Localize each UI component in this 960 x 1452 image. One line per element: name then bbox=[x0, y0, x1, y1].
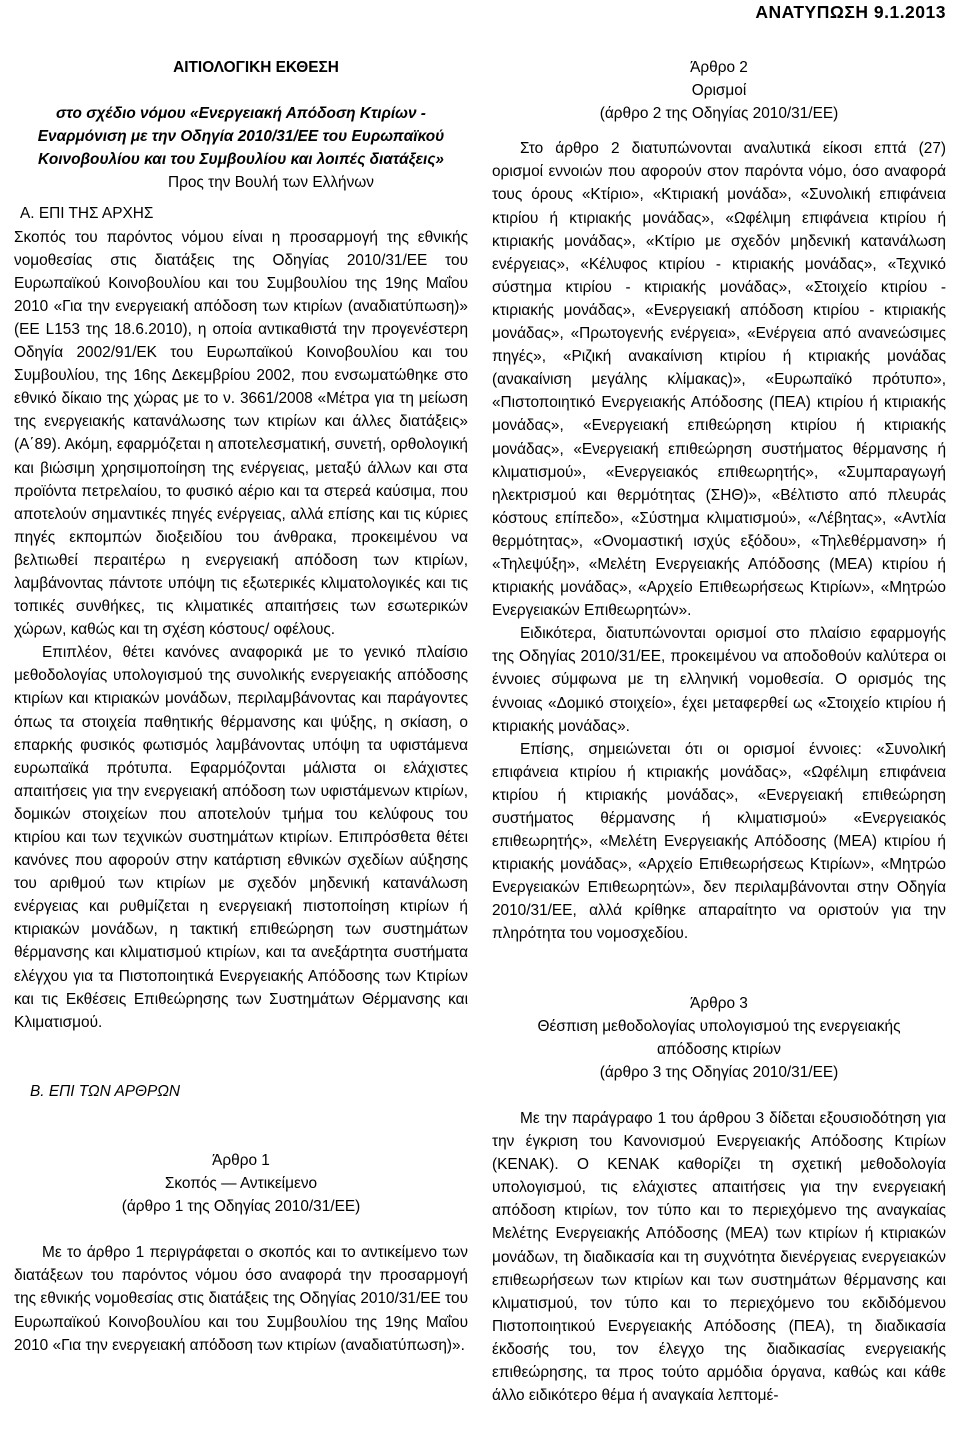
article-2-reference: (άρθρο 2 της Οδηγίας 2010/31/ΕΕ) bbox=[599, 105, 839, 123]
article-2-number: Άρθρο 2 bbox=[690, 59, 748, 76]
article-2-notes: Επίσης, σημειώνεται ότι οι ορισμοί έννοιες: «Συνολική επιφάνεια κτιρίου ή κτιριακής μονάδας», «Ωφέλιμη επιφάνεια κτιρίου ή κτιριακής μονάδας», «Ενεργειακή επιθεώρηση συστήματος θέρμανσης ή κλιματισμού» «Ενεργειακός επιθεωρητής», «Μελέτη Ενεργειακής Απόδοσης (ΜΕΑ) κτιρίου ή κτιριακής μονάδας», «Αρχείο Επιθεωρήσεως Κτιρίων», «Μητρώο Ενεργειακών Επιθεωρητών», δεν περιλαμβάνονται στην Οδηγία 2010/31/ΕΕ, αλλά κρίθηκε απαραίτητο να οριστούν για την πληρότητα του νομοσχεδίου. bbox=[492, 740, 946, 943]
paragraph-additional: Επιπλέον, θέτει κανόνες αναφορικά με το γενικό πλαίσιο μεθοδολογίας υπολογισμού της συνολικής ενεργειακής απόδοσης κτιρίων και κτιριακών μονάδων, περιλαμβάνοντας και παράγοντες όπως τα στοιχεία παθητικής θέρμανσης και ψύξης, η σκίαση, ο επαρκής φυσικός φωτισμός λαμβάνοντας υπόψη τα υφιστάμενα ευρωπαϊκά πρότυπα. Εφαρμόζονται μάλιστα οι ελάχιστες απαιτήσεις για την ενεργειακή απόδοση των υφιστάμενων κτιρίων, δομικών στοιχείων που αποτελούν τμήμα του κελύφους του κτιρίου και των τεχνικών συστημάτων κτιρίων. Επιπρόσθετα θέτει κανόνες που αφορούν στην κατάρτιση εθνικών σχεδίων αύξησης του αριθμού των κτιρίων με σχεδόν μηδενική κατανάλωση ενέργειας και ρυθμίζεται η ενεργειακή πιστοποίηση κτιρίων ή κτιριακών μονάδων, η τακτική επιθεώρηση των συστημάτων θέρμανσης και κλιματισμού κτιρίων, και τα ανεξάρτητα συστήματα ελέγχου για τα Πιστοποιητικά Ενεργειακής Απόδοσης των Κτιρίων και τις Εκθέσεις Επιθεώρησης των Συστημάτων Θέρμανσης και Κλιματισμού. bbox=[14, 644, 468, 1031]
article-2-specifics: Ειδικότερα, διατυπώνονται ορισμοί στο πλαίσιο εφαρμογής της Οδηγίας 2010/31/ΕΕ, προκειμένου να αποδοθούν καλύτερα οι έννοιες σύμφωνα με τη ελληνική νομοθεσία. Ο ορισμός της έννοιας «Δομικό στοιχείο», έχει μεταφερθεί ως «Στοιχείο κτιρίου ή κτιριακής μονάδας». bbox=[492, 625, 946, 735]
article-1-title: Σκοπός — Αντικείμενο bbox=[164, 1175, 318, 1193]
article-2-title: Ορισμοί bbox=[691, 82, 747, 100]
reprint-header: ΑΝΑΤΥΠΩΣΗ 9.1.2013 bbox=[755, 2, 946, 22]
article-3-number: Άρθρο 3 bbox=[690, 994, 748, 1012]
right-column bbox=[492, 56, 946, 1407]
left-column bbox=[14, 56, 468, 1357]
article-1-reference: (άρθρο 1 της Οδηγίας 2010/31/ΕΕ) bbox=[121, 1198, 361, 1216]
bill-title: στο σχέδιο νόμου «Ενεργειακή Απόδοση Κτιρίων - Εναρμόνιση με την Οδηγία 2010/31/ΕΕ του Ευρωπαϊκού Κοινοβουλίου και του Συμβουλίου και λοιπές διατάξεις» bbox=[37, 105, 445, 169]
addressee: Προς την Βουλή των Ελλήνων bbox=[168, 174, 374, 192]
article-1-text: Με το άρθρο 1 περιγράφεται ο σκοπός και το αντικείμενο των διατάξεων του παρόντος νόμου όσο αναφορά την προσαρμογή της εθνικής νομοθεσίας στις διατάξεις της Οδηγίας 2010/31/ΕΕ του Ευρωπαϊκού Κοινοβουλίου και του Συμβουλίου της 19ης Μαΐου 2010 «Για την ενεργειακή απόδοση των κτιρίων (αναδιατύπωση)». bbox=[14, 1244, 468, 1354]
article-3-title-line-1: Θέσπιση μεθοδολογίας υπολογισμού της ενεργειακής bbox=[537, 1017, 901, 1035]
article-3-title-line-2: απόδοσης κτιρίων bbox=[656, 1040, 782, 1058]
article-1-number: Άρθρο 1 bbox=[212, 1151, 270, 1169]
article-3-text: Με την παράγραφο 1 του άρθρου 3 δίδεται εξουσιοδότηση για την έγκριση του Κανονισμού Ενεργειακής Απόδοσης Κτιρίων (ΚΕΝΑΚ). Ο ΚΕΝΑΚ καθορίζει τη σχετική μεθοδολογία υπολογισμού, τις ελάχιστες απαιτήσεις για την ενεργειακή απόδοση κτιρίων, τον τύπο και το περιεχόμενο της αναγκαίας Μελέτης Ενεργειακής Απόδοσης (ΜΕΑ) των κτιρίων ή κτιριακών μονάδων, τη διαδικασία και τη συχνότητα διενέργειας ενεργειακών επιθεωρήσεων των κτιρίων και των συστημάτων θέρμανσης και κλιματισμού, τον τύπο και το περιεχόμενο του εκδιδόμενου Πιστοποιητικού Ενεργειακής Απόδοσης (ΠΕΑ), τη διαδικασία έκδοσής του, τον έλεγχο της διαδικασίας ενεργειακής επιθεώρησης, τα προς τούτο αρμόδια όργανα, καθώς και κάθε άλλο ειδικότερο θέμα ή αναγκαία λεπτομέ- bbox=[492, 1109, 946, 1405]
section-a-heading: Α. ΕΠΙ ΤΗΣ ΑΡΧΗΣ bbox=[20, 205, 154, 223]
paragraph-principle: Σκοπός του παρόντος νόμου είναι η προσαρμογή της εθνικής νομοθεσίας στις διατάξεις της Οδηγίας 2010/31/ΕΕ του Ευρωπαϊκού Κοινοβουλίου και του Συμβουλίου της 19ης Μαΐου 2010 «Για την ενεργειακή απόδοση των κτιρίων (αναδιατύπωση)» (ΕΕ L153 της 18.6.2010), η οποία αντικαθιστά την προγενέστερη Οδηγία 2002/91/ΕΚ του Ευρωπαϊκού Κοινοβουλίου και του Συμβουλίου, της 16ης Δεκεμβρίου 2002, που ενσωματώθηκε στο εθνικό δίκαιο της χώρας με το ν. 3661/2008 «Μέτρα για τη μείωση της ενεργειακής κατανάλωσης των κτιρίων και άλλες διατάξεις» (Α΄89). Ακόμη, εφαρμόζεται η αποτελεσματική, συνετή, ορθολογική και βιώσιμη χρησιμοποίηση της ενέργειας, μεταξύ άλλων και στα προϊόντα πετρελαίου, το φυσικό αέριο και τα στερεά καύσιμα, που αποτελούν σημαντικές πηγές ενέργειας, αλλά επίσης και τις κύριες πηγές εκπομπών διοξειδίου του άνθρακα, προκειμένου να βελτιωθεί περαιτέρω η ενεργειακή απόδοση των κτιρίων, λαμβάνοντας πάντοτε υπόψη τις εξωτερικές κλιματολογικές και τις τοπικές συνθήκες, τις κλιματικές απαιτήσεις των εσωτερικών χώρων, καθώς και τη σχέση κόστους/ οφέλους. bbox=[14, 228, 468, 639]
section-b-heading: Β. ΕΠΙ ΤΩΝ ΑΡΘΡΩΝ bbox=[30, 1082, 181, 1100]
article-3-reference: (άρθρο 3 της Οδηγίας 2010/31/ΕΕ) bbox=[599, 1063, 839, 1081]
article-2-definitions: Στο άρθρο 2 διατυπώνονται αναλυτικά είκοσι επτά (27) ορισμοί εννοιών που αφορούν στον παρόντα νόμο, όσο αναφορά τους όρους «Κτίριο», «Κτιριακή μονάδα», «Συνολική επιφάνεια κτιρίου ή κτιριακής μονάδας», «Ωφέλιμη επιφάνεια κτιρίου ή κτιριακής μονάδας», «Κτίριο με σχεδόν μηδενική κατανάλωση ενέργειας», «Κέλυφος κτιρίου - κτιριακής μονάδας», «Τεχνικό σύστημα κτιρίου - κτιριακής μονάδας», «Στοιχείο κτιρίου - κτιριακής μονάδας», «Ενεργειακή απόδοση κτιρίου - κτιριακής μονάδας», «Πρωτογενής ενέργεια», «Ενέργεια από ανανεώσιμες πηγές», «Ριζική ανακαίνιση κτιρίου ή κτιριακής μονάδας (ανακαίνιση μεγάλης κλίμακας)», «Ευρωπαϊκό πρότυπο», «Πιστοποιητικό Ενεργειακής Απόδοσης (ΠΕΑ) κτιρίου ή κτιριακής μονάδας», «Ενεργειακή επιθεώρηση κτιρίου ή κτιριακής μονάδας», «Ενεργειακή επιθεώρηση συστήματος θέρμανσης ή κλιματισμού», «Ενεργειακός επιθεωρητής», «Συμπαραγωγή ηλεκτρισμού και θερμότητας (ΣΗΘ)», «Βέλτιστο από πλευράς κόστους επίπεδο», «Σύστημα κλιματισμού», «Λέβητας», «Αντλία θερμότητας», «Ονομαστική ισχύς εξόδου», «Τηλεθέρμανση» ή «Τηλεψύξη», «Μελέτη Ενεργειακής Απόδοσης (ΜΕΑ) κτιρίου ή κτιριακής μονάδας», «Αρχείο Επιθεωρήσεως Κτιρίων», «Μητρώο Ενεργειακών Επιθεωρητών». bbox=[492, 140, 946, 620]
report-title: ΑΙΤΙΟΛΟΓΙΚΗ ΕΚΘΕΣΗ bbox=[173, 59, 339, 76]
